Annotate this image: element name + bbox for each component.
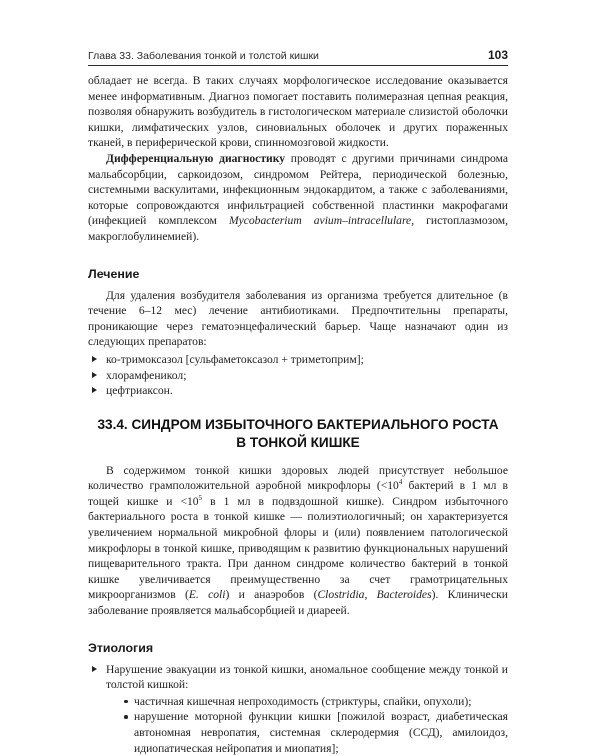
italic-text: E. coli — [188, 588, 226, 602]
list-item-text: цефтриаксон. — [106, 384, 173, 398]
list-item-text: ко-тримоксазол [сульфаметоксазол + триметоприм]; — [106, 352, 364, 366]
superscript: 5 — [198, 494, 203, 503]
running-header — [88, 44, 508, 66]
book-page — [88, 44, 508, 756]
section-title-line-1: 33.4. СИНДРОМ ИЗБЫТОЧНОГО БАКТЕРИАЛЬНОГО РОСТА — [97, 416, 499, 432]
etiology-list — [88, 662, 508, 756]
list-item-text: Нарушение эвакуации из тонкой кишки, аномальное сообщение между тонкой и толстой кишкой: — [106, 662, 508, 692]
triangle-bullet-icon — [92, 387, 97, 393]
page-number: 103 — [487, 48, 508, 62]
section-title — [88, 416, 508, 452]
list-item — [88, 368, 508, 384]
list-item — [88, 662, 508, 756]
list-item — [88, 383, 508, 399]
text-run: бактерий в 1 мл в тощей кишке и <10 — [88, 479, 508, 508]
text-run: ) и анаэробов ( — [225, 588, 318, 602]
differential-term: Дифференциальную диагностику — [106, 151, 286, 165]
page-body — [88, 73, 508, 756]
treatment-paragraph: Для удаления возбудителя заболевания из организма требуется длительное (в течение 6–12 мес) лечение антибиотиками. Предпочтительны препараты, проникающие через гематоэнцефалический барьер. Чаще назначают один из следующих препаратов: — [88, 288, 508, 349]
etiology-heading: Этиология — [88, 640, 154, 655]
intro-paragraph: обладает не всегда. В таких случаях морфологическое исследование оказывается менее информативным. Диагноз помогает поставить полимеразная цепная реакция, позволяя обнаружить возбудитель в гистологическом материале слизистой оболочки кишки, лимфатических узлов, синовиальных оболочек и других пораженных тканей, в периферической крови, спинномозговой жидкости. — [88, 74, 508, 150]
section-paragraph — [88, 463, 508, 619]
chapter-title: Глава 33. Заболевания тонкой и толстой кишки — [88, 50, 319, 62]
text-run: в 1 мл в подвздошной кишке). Синдром избыточного бактериального роста в тонкой кишке — полиэтиологичный; он характеризуется увеличением нормальной микробной флоры и (или) появлением патологической микрофлоры в тонкой кишке, приводящим к развитию функциональных нарушений пищеварительного тракта. При данном синдроме количество бактерий в тонкой кишке увеличивается преимущественно за счет грамотрицательных микроорганизмов ( — [88, 494, 508, 602]
differential-text-2: , гистоплазмозом, макроглобулинемией). — [88, 214, 508, 243]
triangle-bullet-icon — [92, 666, 97, 672]
differential-text-1: проводят с другими причинами синдрома мальабсорбции, саркоидозом, синдромом Рейтера, периодической болезнью, системными васкулитами, инфекционным эндокардитом, а также с заболеваниями, которые сопровождаются инфильтрацией собственной пластинки макрофагами (инфекцией комплексом — [88, 151, 509, 228]
triangle-bullet-icon — [92, 356, 97, 362]
differential-paragraph — [88, 151, 508, 245]
dot-bullet-icon — [124, 700, 128, 704]
drug-list — [88, 352, 508, 399]
sub-list-item — [106, 709, 508, 756]
organism-name: Mycobacterium avium–intracellulare — [228, 214, 412, 228]
etiology-sub-list — [106, 694, 508, 756]
dot-bullet-icon — [124, 715, 128, 719]
text-run: В содержимом тонкой кишки здоровых людей присутствует небольшое количество грамположительной аэробной микрофлоры (<10 — [88, 463, 508, 493]
sub-list-item — [106, 694, 508, 710]
section-title-line-2: В ТОНКОЙ КИШКЕ — [236, 434, 360, 450]
list-item — [88, 352, 508, 368]
italic-text: Clostridia, Bacteroides — [317, 588, 432, 602]
text-run: ). Клинически заболевание проявляется мальабсорбцией и диареей. — [88, 588, 509, 618]
sub-list-item-text: частичная кишечная непроходимость (стриктуры, спайки, опухоли); — [134, 694, 472, 708]
sub-list-item-text: нарушение моторной функции кишки [пожилой возраст, диабетическая автономная невропатия, системная склеродермия (ССД), амилоидоз, идиопатическая нейропатия и миопатия]; — [134, 710, 508, 755]
superscript: 4 — [398, 478, 403, 487]
triangle-bullet-icon — [92, 372, 97, 378]
list-item-text: хлорамфеникол; — [106, 368, 187, 382]
treatment-heading: Лечение — [88, 266, 140, 281]
